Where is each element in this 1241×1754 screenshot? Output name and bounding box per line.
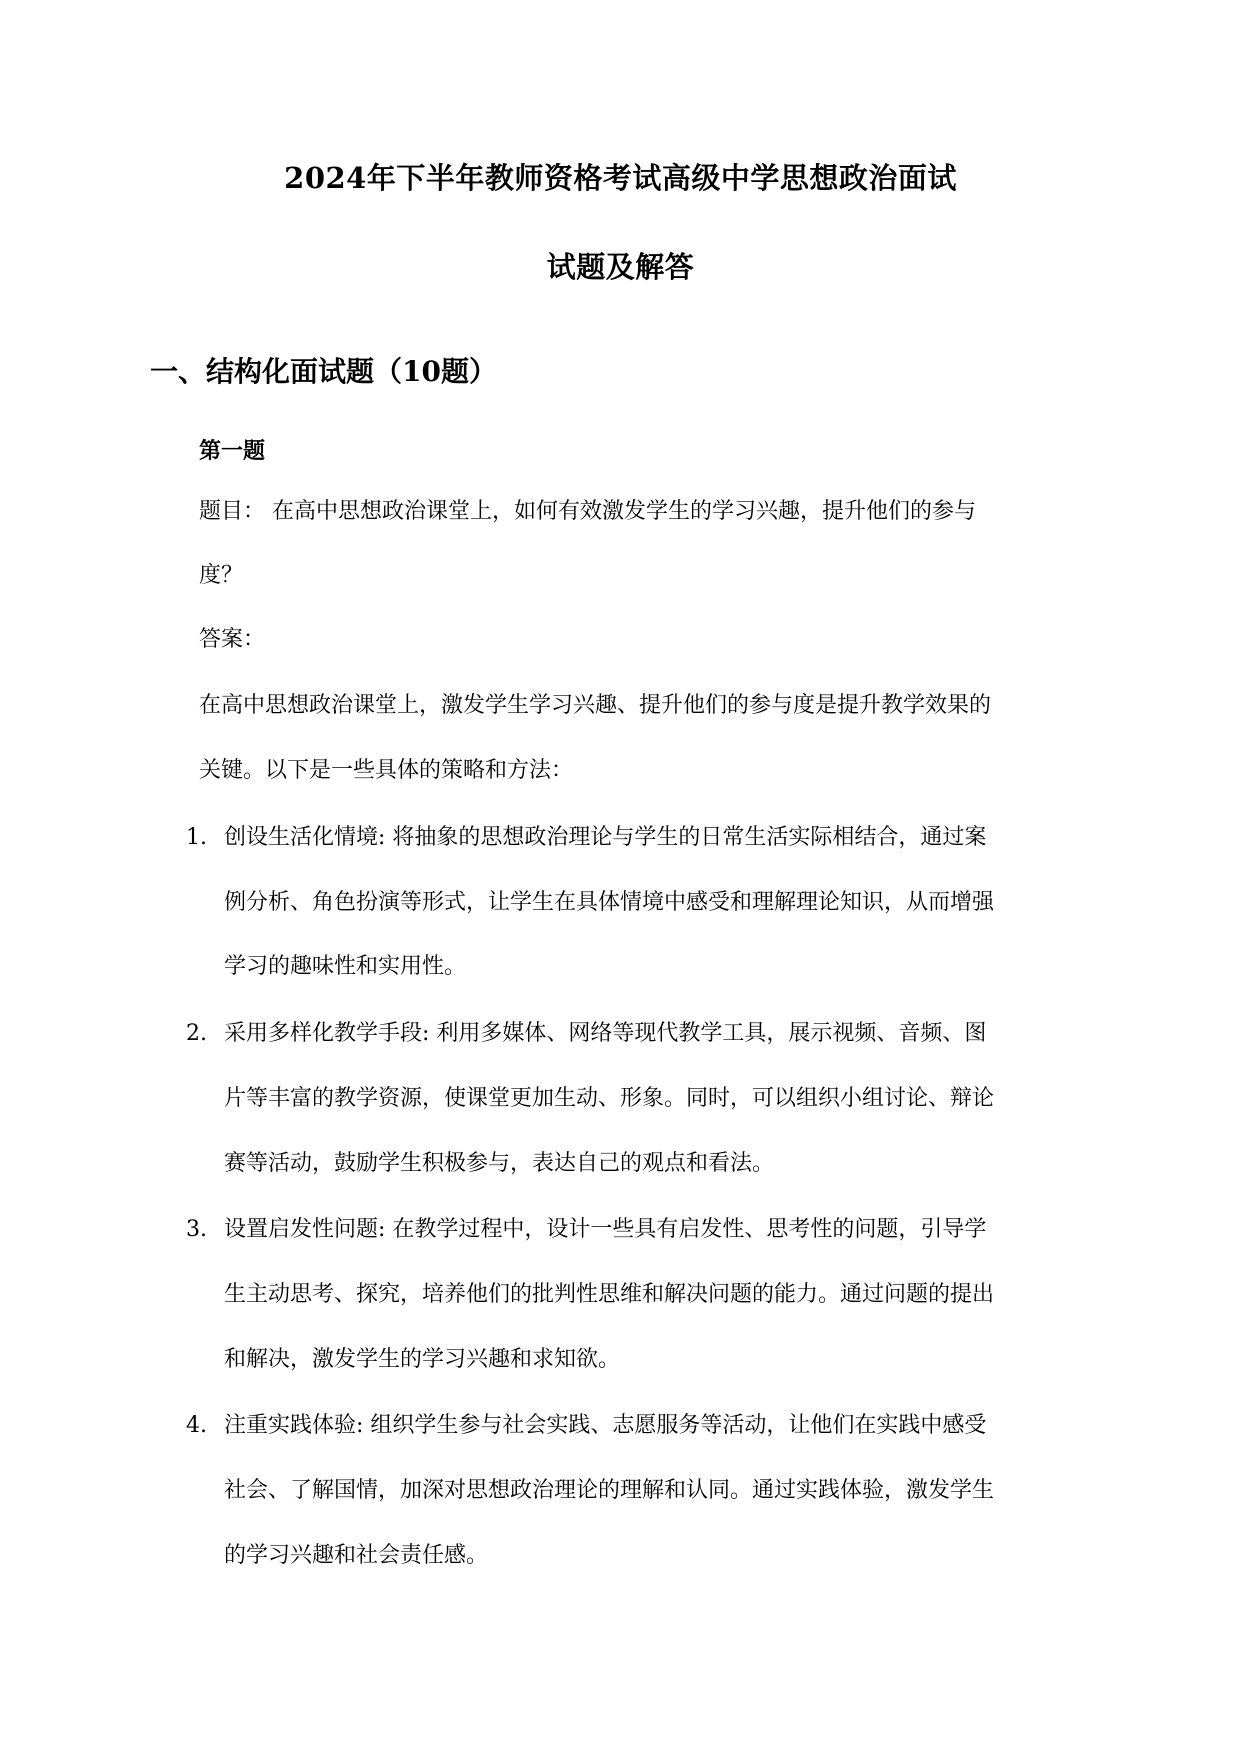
list-item-line: 和解决，激发学生的学习兴趣和求知欲。 — [224, 1347, 621, 1372]
question-prompt-line-1: 题目： 在高中思想政治课堂上，如何有效激发学生的学习兴趣，提升他们的参与 — [199, 499, 976, 524]
document-title-line-2: 试题及解答 — [546, 250, 695, 284]
list-item-line: 采用多样化教学手段: 利用多媒体、网络等现代教学工具，展示视频、音频、图 — [224, 1021, 987, 1046]
list-item-line: 注重实践体验: 组织学生参与社会实践、志愿服务等活动，让他们在实践中感受 — [224, 1413, 987, 1438]
list-item-line: 创设生活化情境: 将抽象的思想政治理论与学生的日常生活实际相结合，通过案 — [224, 825, 987, 850]
list-item-line: 例分析、角色扮演等形式，让学生在具体情境中感受和理解理论知识，从而增强 — [224, 890, 995, 915]
list-item-line: 生主动思考、探究，培养他们的批判性思维和解决问题的能力。通过问题的提出 — [224, 1282, 995, 1307]
list-item-line: 片等丰富的教学资源，使课堂更加生动、形象。同时，可以组织小组讨论、辩论 — [224, 1086, 995, 1111]
list-item-number: 4. — [186, 1413, 207, 1438]
list-item-line: 的学习兴趣和社会责任感。 — [224, 1543, 489, 1568]
answer-intro-line-2: 关键。以下是一些具体的策略和方法： — [199, 758, 574, 783]
list-item-number: 1. — [186, 825, 207, 850]
list-item-line: 社会、了解国情，加深对思想政治理论的理解和认同。通过实践体验，激发学生 — [224, 1478, 995, 1503]
list-item-number: 2. — [186, 1021, 207, 1046]
list-item-number: 3. — [186, 1217, 207, 1242]
answer-intro-line-1: 在高中思想政治课堂上，激发学生学习兴趣、提升他们的参与度是提升教学效果的 — [199, 693, 992, 718]
list-item-line: 设置启发性问题: 在教学过程中，设计一些具有启发性、思考性的问题，引导学 — [224, 1217, 987, 1242]
answer-label: 答案： — [199, 627, 266, 652]
section-heading: 一、结构化面试题（10题） — [150, 355, 497, 388]
list-item-line: 学习的趣味性和实用性。 — [224, 954, 467, 979]
question-prompt-line-2: 度？ — [199, 563, 244, 588]
question-heading: 第一题 — [199, 438, 266, 464]
document-title-line-1: 2024年下半年教师资格考试高级中学思想政治面试 — [284, 161, 957, 195]
list-item-line: 赛等活动，鼓励学生积极参与，表达自己的观点和看法。 — [224, 1151, 775, 1176]
